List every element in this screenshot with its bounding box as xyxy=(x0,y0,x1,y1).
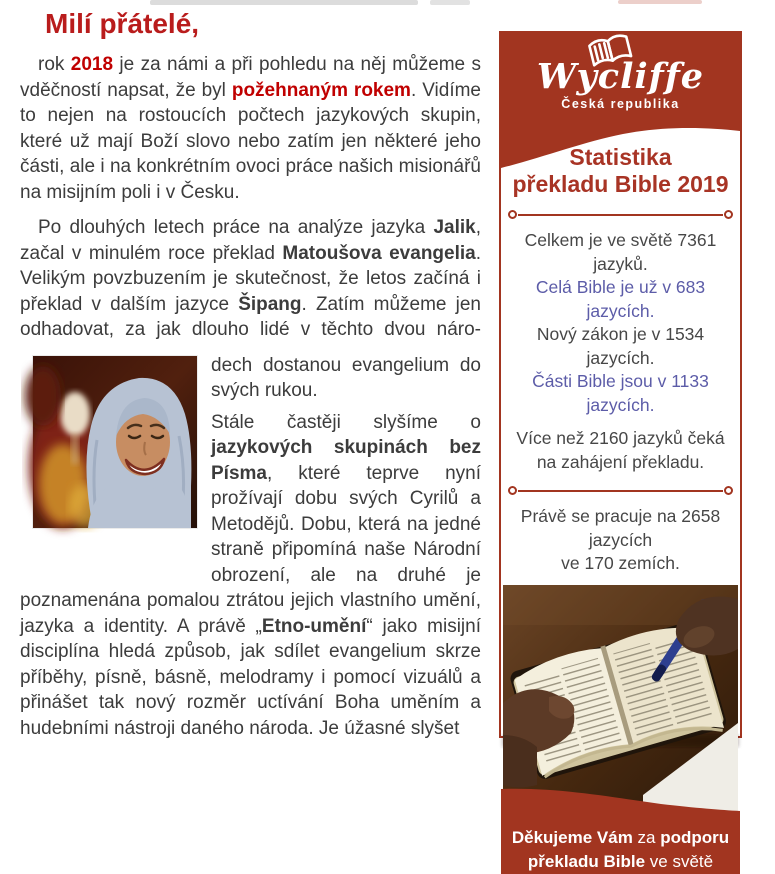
text-run: dech dostanou evangelium do svých rukou. xyxy=(211,354,481,401)
stat-working-line1: Právě se pracuje na 2658 jazycích xyxy=(520,506,721,550)
highlight-jalik: Jalik xyxy=(433,217,476,238)
stat-working-line2: ve 170 zemích. xyxy=(561,553,680,573)
text-wrap-zone xyxy=(20,353,481,742)
highlight-sipang: Šipang xyxy=(238,293,302,315)
stat-bible-portions: Části Bible jsou v 1133 jazycích. xyxy=(532,371,709,415)
scan-artifact xyxy=(150,0,418,5)
divider-line xyxy=(518,214,723,216)
stat-working-block xyxy=(501,505,740,576)
main-article xyxy=(20,6,481,741)
text-run: Stále častěji slyšíme o xyxy=(211,411,481,433)
ornamental-divider xyxy=(508,486,733,495)
stat-whole-bible: Celá Bible je už v 683 jazycích. xyxy=(535,277,706,321)
text-run: “ jako misijní disciplína hledá způsob, jak sdílet evangelium skrze příběhy, písně, básně, melodramy i pomocí vizuálů a přinášet tak nový rozměr uctívání Boha uměním a hudebními nástroji daného národa. Je úžasné slyšet xyxy=(20,615,481,739)
statistics-sidebar xyxy=(499,31,742,871)
highlight-matthew-gospel: Matoušova evangelia xyxy=(282,242,476,264)
text-run: , které teprve nyní prožívají dobu svých Cyrilů a Metodějů. Dobu, která na jedné straně připomíná naše Národní obrození, ale na druhé je poznamenána pomalou ztrátou jejich vlastního umění, jazyka a identity. A právě „ xyxy=(20,462,481,637)
text-run: . Zatím můžeme jen odhadovat, za jak dlouho lidé v těchto dvou náro- xyxy=(20,293,481,340)
wave-divider-bottom xyxy=(501,787,740,815)
text-run: . Vidíme to nejen na rostoucích počtech jazykových skupin, které už mají Boží slovo nebo zatím jen některé jeho části, ale i na konkrétním ovoci práce našich misionářů na misijním poli i v Česku. xyxy=(20,79,481,203)
footer-bold: podporu xyxy=(660,827,730,847)
wycliffe-logo-subtitle: Česká republika xyxy=(561,97,680,111)
footer-bold: Děkujeme Vám xyxy=(511,827,633,847)
page-title: Milí přátelé, xyxy=(45,8,200,39)
statistics-title xyxy=(501,144,740,198)
stat-waiting-line2: na zahájení překladu. xyxy=(536,451,705,472)
text-run: . Velikým povzbuzením je skutečnost, že letos začíná i překlad v dalším jazyce xyxy=(20,242,482,315)
statistics-title-line1: Statistika xyxy=(569,144,672,170)
wycliffe-logo-header xyxy=(501,33,740,125)
divider-dot xyxy=(508,210,517,219)
wycliffe-logo-text: Wycliffe xyxy=(536,56,705,97)
bible-reading-photo xyxy=(503,585,738,813)
paragraph-2a xyxy=(20,215,481,343)
woman-headscarf-photo xyxy=(33,356,197,528)
divider-dot xyxy=(508,486,517,495)
paragraph-1 xyxy=(20,52,481,205)
stat-waiting-block xyxy=(501,427,740,474)
highlight-language-groups: jazykových skupinách bez Písma xyxy=(211,437,481,484)
stat-waiting-line1: Více než 2160 jazyků čeká xyxy=(516,428,725,448)
footer-regular: ve světě xyxy=(645,851,714,871)
footer-bold: překladu Bible xyxy=(527,851,646,871)
footer-regular: za xyxy=(632,827,661,847)
ornamental-divider xyxy=(508,210,733,219)
divider-dot xyxy=(724,486,733,495)
text-run: Po dlouhých letech práce na analýze jazyka xyxy=(38,217,434,238)
divider-dot xyxy=(724,210,733,219)
scan-artifact xyxy=(618,0,702,4)
scan-artifact xyxy=(430,0,470,5)
highlight-etno-umeni: Etno-umění xyxy=(261,615,367,637)
highlight-2018: 2018 xyxy=(70,54,114,75)
thank-you-footer xyxy=(501,814,740,874)
highlight-blessed-year: požehnaným rokem xyxy=(231,79,411,101)
statistics-title-line2: překladu Bible 2019 xyxy=(512,171,729,197)
stat-total-languages: Celkem je ve světě 7361 jazyků. xyxy=(524,230,717,274)
divider-line xyxy=(518,490,723,492)
stat-new-testament: Nový zákon je v 1534 jazycích. xyxy=(536,324,705,368)
text-run: je za námi a při pohledu na něj můžeme s vděčností napsat, že byl xyxy=(20,54,481,101)
text-run: , začal v minulém roce překlad xyxy=(20,217,481,264)
text-run: rok xyxy=(38,54,71,75)
